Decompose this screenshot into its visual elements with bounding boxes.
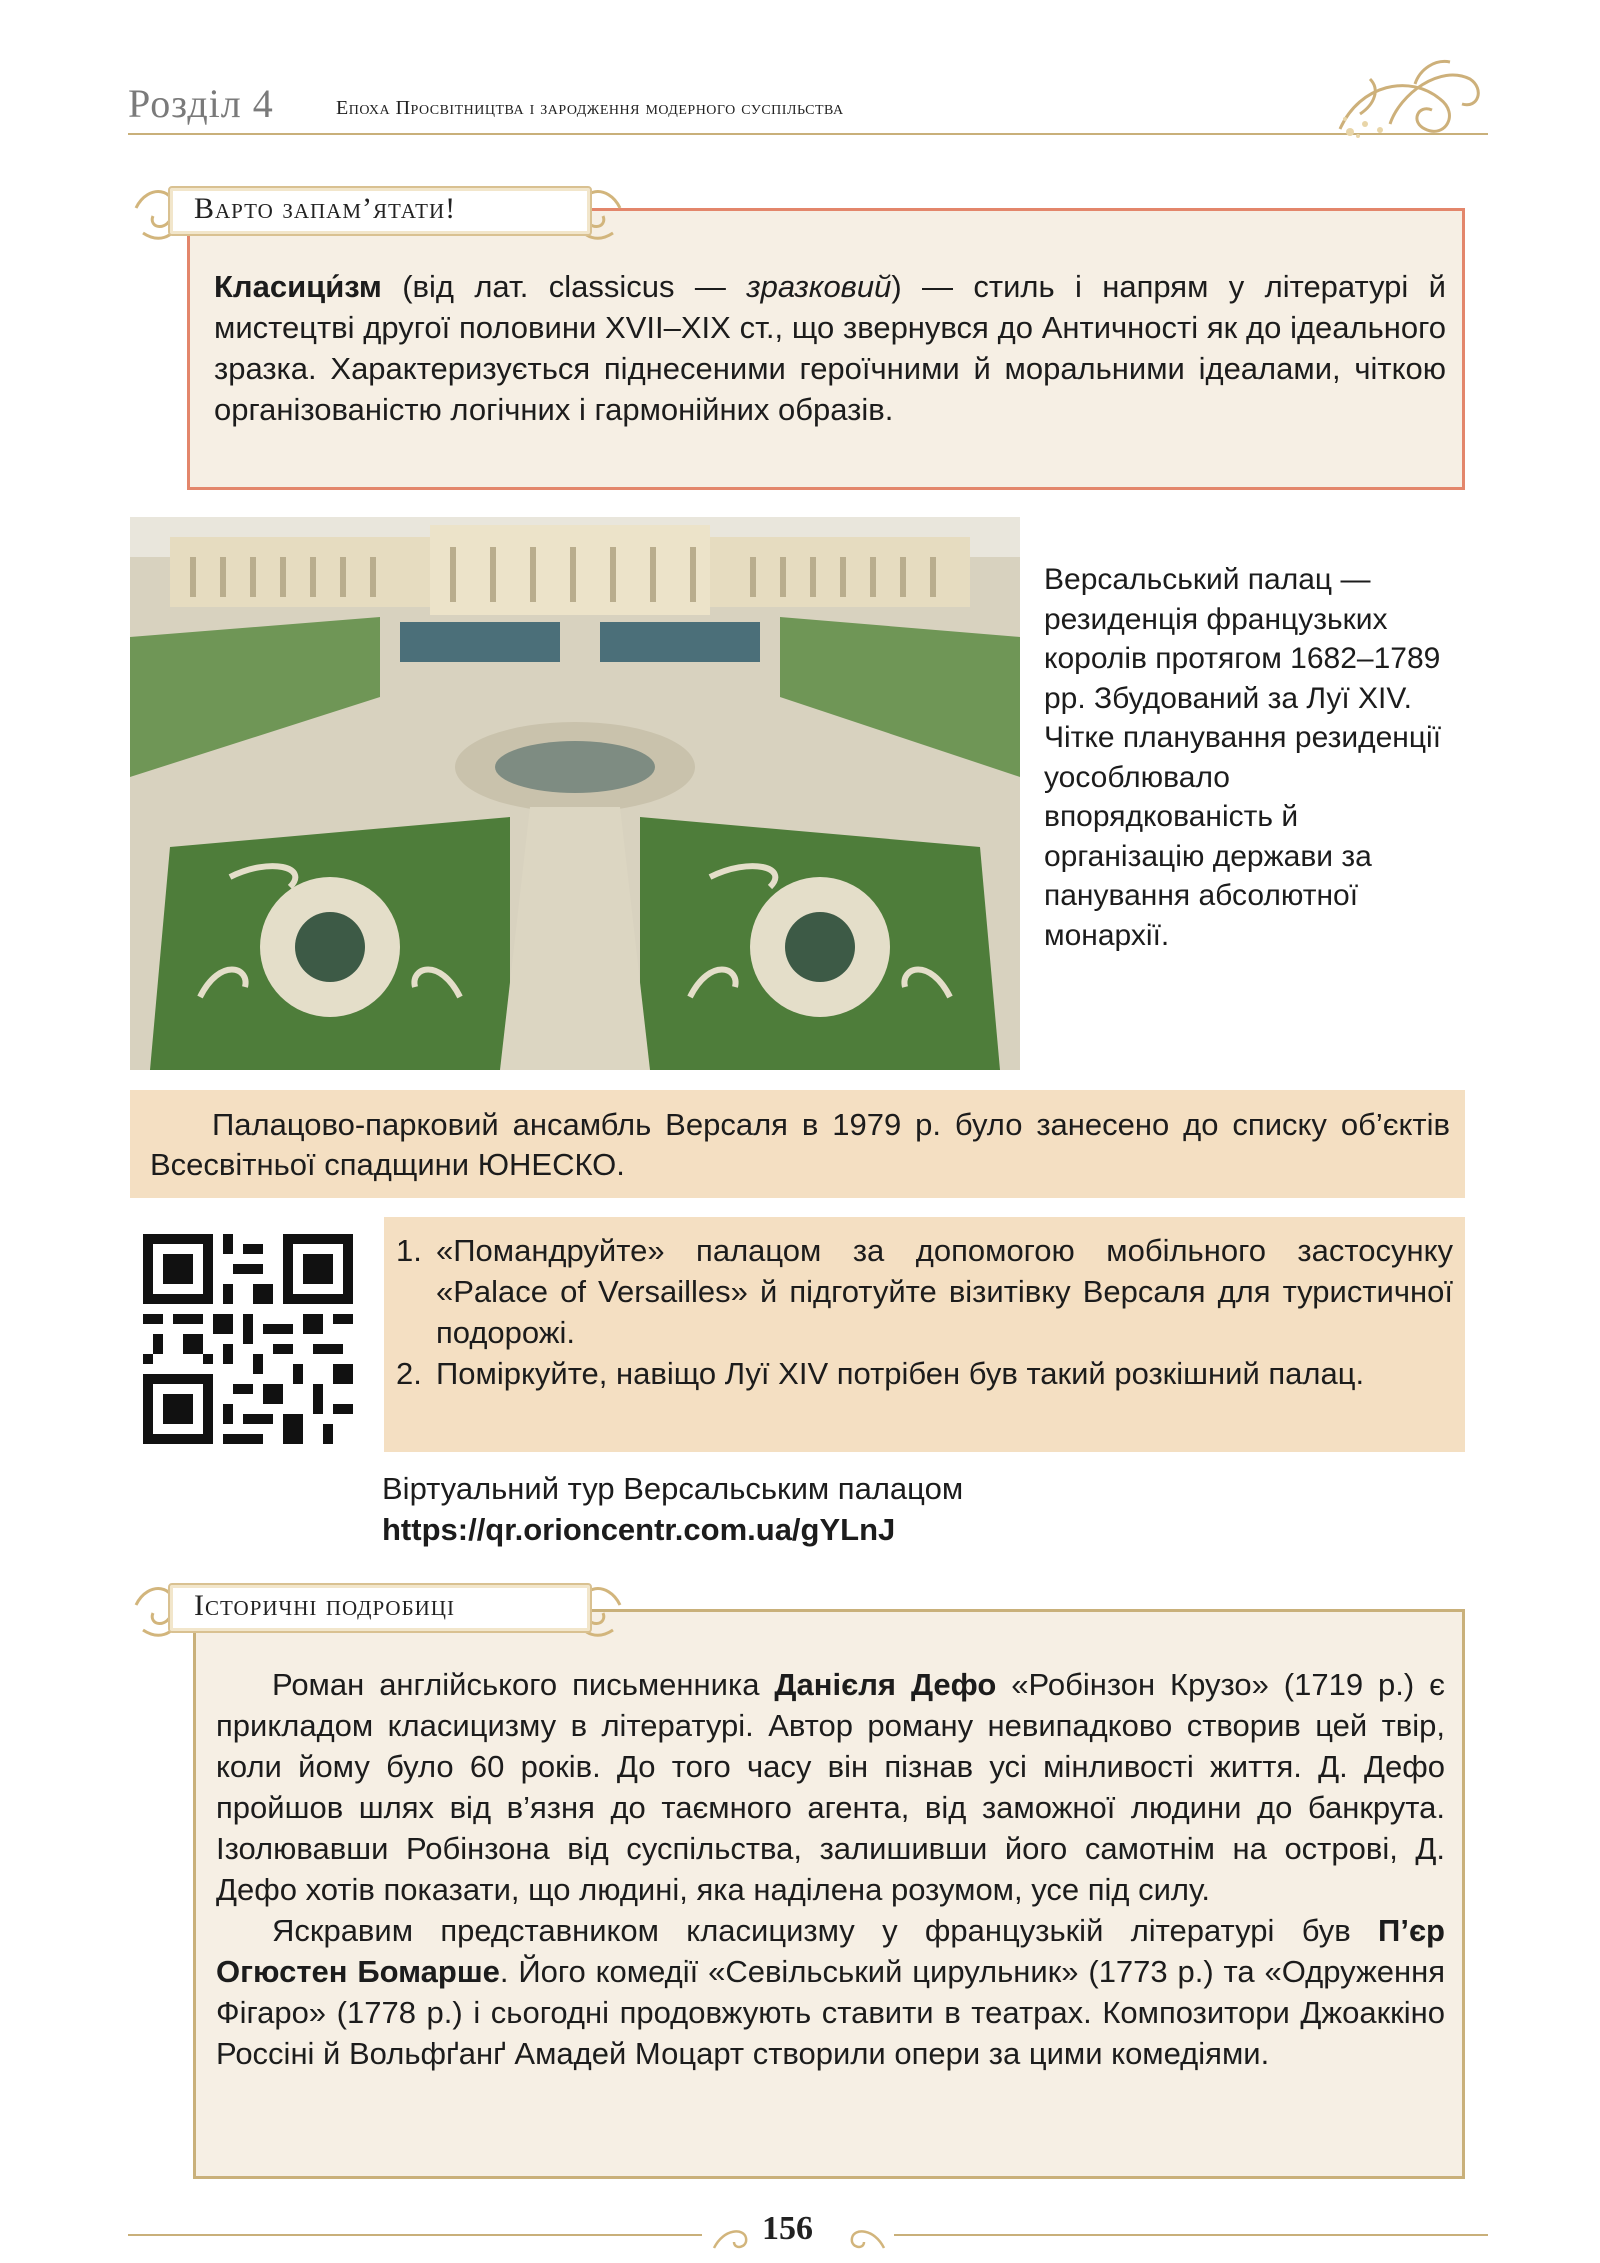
header-divider: [128, 133, 1488, 135]
task-item: [384, 1353, 1453, 1394]
task-text: «Помандруйте» палацом за допомогою мобільного застосунку «Palace of Versailles» й підготуйте візитівку Версаля для туристичної подорожі.: [436, 1233, 1453, 1350]
author-name: Данієля Дефо: [774, 1667, 997, 1702]
section-label: Розділ 4: [128, 81, 274, 126]
qr-code-icon[interactable]: [143, 1234, 353, 1444]
footer-divider: [894, 2234, 1488, 2236]
photo-caption: Версальський палац — резиденція французьких королів протягом 1682–1789 рр. Збудований за Луї XIV. Чітке планування резиденції уособлювало впорядкованість й організацію держави за панування абсолютної монархії.: [1044, 563, 1442, 952]
text-part: . Його комедії «Севільський цирульник» (1773 р.) та «Одруження Фігаро» (1778 р.) і сьогодні продовжують ставити в театрах. Композитори Джоаккіно Россіні й Вольфґанґ Амадей Моцарт створили опери за цими комедіями.: [216, 1954, 1445, 2071]
text-part: «Робінзон Крузо» (1719 р.) є прикладом класицизму в літературі. Автор роману невипадково створив цей твір, коли йому було 60 років. До того часу він пізнав усі мінливості життя. Д. Дефо пройшов шлях від в’язня до таємного агента, від заможної людини до банкрута. Ізолювавши Робінзона від суспільства, залишивши його самотнім на острові, Д. Дефо хотів показати, що людині, яка наділена розумом, усе під силу.: [216, 1667, 1445, 1907]
remember-banner: [128, 178, 628, 248]
note-text: Палацово-парковий ансамбль Версаля в 1979 р. було занесено до списку об’єктів Всесвітньої спадщини ЮНЕСКО.: [150, 1107, 1450, 1182]
virtual-tour-label: Віртуальний тур Версальським палацом: [382, 1471, 964, 1506]
definition-part: ) — стиль і напрям у літературі й мистецтві другої половини XVII–XIX ст., що звернувся до Античності як до ідеального зразка. Характеризується піднесеними героїчними й моральними ідеалами, чіткою організованістю логічних і гармонійних образів.: [214, 269, 1446, 427]
footer-divider: [128, 2234, 702, 2236]
tasks-box: [384, 1217, 1465, 1452]
definition-part: (від лат. classicus —: [381, 269, 747, 304]
task-number: 1.: [396, 1233, 422, 1268]
ornament-icon: [1320, 44, 1490, 144]
details-text: [216, 1664, 1445, 2074]
page-number: 156: [762, 2210, 813, 2247]
details-paragraph: [216, 1664, 1445, 1910]
task-item: [384, 1230, 1453, 1353]
definition-italic: зразковий: [746, 269, 892, 304]
text-part: Яскравим представником класицизму у французькій літературі був: [272, 1913, 1379, 1948]
author-name: П’єр Огюстен Бомарше: [216, 1913, 1445, 1989]
details-banner: [128, 1575, 628, 1645]
section-topic: Епоха Просвітництва і зародження модерного суспільства: [336, 97, 844, 119]
unesco-note: [150, 1105, 1450, 1185]
remember-title: Варто запам’ятати!: [194, 192, 457, 225]
text-part: Роман англійського письменника: [272, 1667, 775, 1702]
remember-definition: [214, 266, 1446, 430]
details-paragraph: [216, 1910, 1445, 2074]
virtual-tour-link[interactable]: https://qr.orioncentr.com.ua/gYLnJ: [382, 1512, 896, 1547]
task-text: Поміркуйте, навіщо Луї XIV потрібен був такий розкішний палац.: [436, 1356, 1365, 1391]
term: Класици́зм: [214, 269, 382, 304]
versailles-photo: [130, 517, 1020, 1070]
task-number: 2.: [396, 1356, 422, 1391]
details-title: Історичні подробиці: [194, 1589, 455, 1622]
